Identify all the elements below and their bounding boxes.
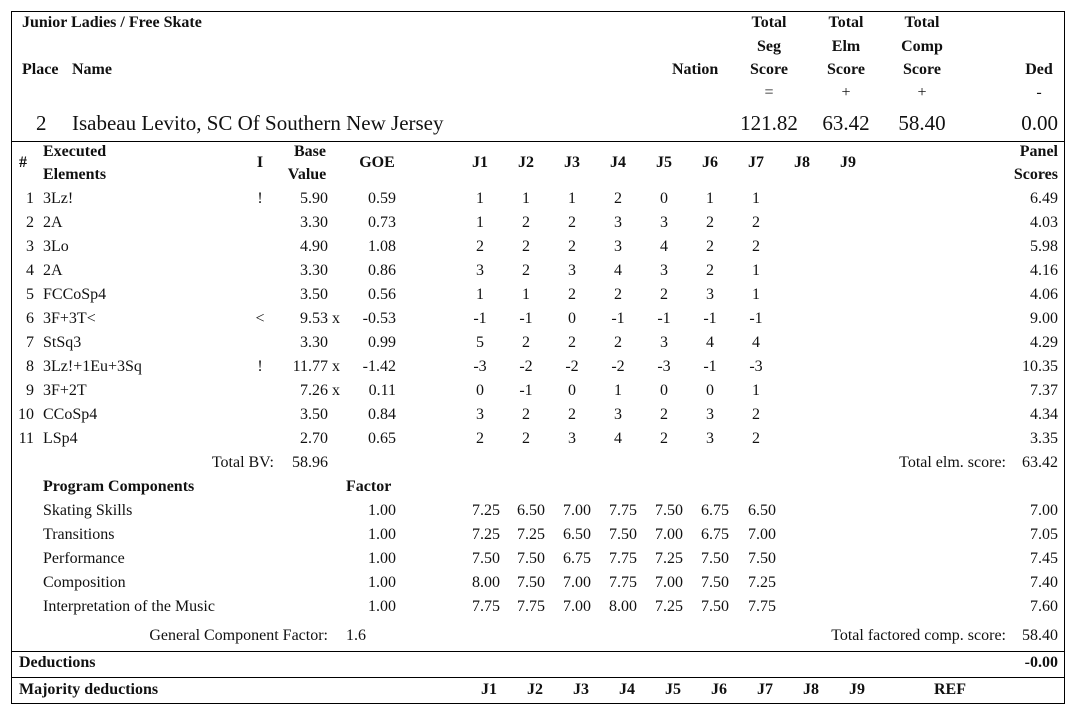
element-judge-score: -1 xyxy=(703,310,717,327)
skater-name: Isabeau Levito, SC Of Southern New Jersey xyxy=(72,111,444,135)
element-base-value: 3.30 xyxy=(300,334,328,351)
component-judge-score: 7.50 xyxy=(472,550,500,567)
total-bv-value: 58.96 xyxy=(292,454,328,471)
component-judge-score: 8.00 xyxy=(609,598,637,615)
element-judge-score: 4 xyxy=(752,334,760,351)
element-base-value: 4.90 xyxy=(300,238,328,255)
element-judge-score: 1 xyxy=(522,286,530,303)
element-name: 3F+2T xyxy=(43,382,87,399)
element-judge-score: 1 xyxy=(752,190,760,207)
element-number: 2 xyxy=(26,214,34,231)
element-base-value: 3.50 xyxy=(300,286,328,303)
component-factor: 1.00 xyxy=(368,550,396,567)
deductions-label: Deductions xyxy=(19,654,96,671)
element-base-value: 5.90 xyxy=(300,190,328,207)
element-judge-score: 0 xyxy=(660,382,668,399)
element-judge-score: -1 xyxy=(749,310,763,327)
element-panel-score: 5.98 xyxy=(1030,238,1058,255)
element-judge-score: 2 xyxy=(522,406,530,423)
element-judge-score: 2 xyxy=(706,238,714,255)
element-name: 2A xyxy=(43,214,63,231)
component-judge-score: 7.50 xyxy=(701,550,729,567)
element-judge-score: 2 xyxy=(568,286,576,303)
component-factor: 1.00 xyxy=(368,502,396,519)
element-judge-score: 3 xyxy=(660,214,668,231)
component-factor: 1.00 xyxy=(368,598,396,615)
deductions-box xyxy=(11,651,1065,678)
component-panel-score: 7.45 xyxy=(1030,550,1058,567)
deductions-value: -0.00 xyxy=(1024,654,1058,671)
element-judge-score: 2 xyxy=(614,286,622,303)
element-judge-score: 1 xyxy=(476,214,484,231)
element-panel-score: 4.34 xyxy=(1030,406,1058,423)
element-name: 3Lz! xyxy=(43,190,74,207)
component-judge-score: 7.50 xyxy=(701,574,729,591)
element-goe: 0.86 xyxy=(368,262,396,279)
element-name: CCoSp4 xyxy=(43,406,98,423)
nation-label: Nation xyxy=(672,61,719,78)
element-judge-score: 3 xyxy=(660,262,668,279)
element-judge-score: 2 xyxy=(568,238,576,255)
element-judge-score: 1 xyxy=(752,382,760,399)
component-factor: 1.00 xyxy=(368,526,396,543)
element-name: StSq3 xyxy=(43,334,82,351)
element-judge-score: 1 xyxy=(614,382,622,399)
element-judge-score: -3 xyxy=(749,358,763,375)
element-bonus-mark: x xyxy=(332,382,340,399)
element-judge-score: 3 xyxy=(476,406,484,423)
component-judge-score: 7.75 xyxy=(748,598,776,615)
component-name: Performance xyxy=(43,550,125,567)
element-judge-score: 2 xyxy=(752,430,760,447)
majority-deductions-label: Majority deductions xyxy=(19,681,159,698)
element-number: 8 xyxy=(26,358,34,375)
element-judge-score: 1 xyxy=(752,286,760,303)
component-judge-score: 7.25 xyxy=(472,526,500,543)
component-judge-score: 7.50 xyxy=(701,598,729,615)
component-judge-score: 7.75 xyxy=(609,574,637,591)
element-judge-score: 2 xyxy=(706,262,714,279)
element-judge-score: 2 xyxy=(568,406,576,423)
component-panel-score: 7.05 xyxy=(1030,526,1058,543)
element-judge-score: 0 xyxy=(476,382,484,399)
element-judge-score: -1 xyxy=(519,310,533,327)
element-judge-score: 2 xyxy=(614,334,622,351)
component-name: Interpretation of the Music xyxy=(43,598,215,615)
element-base-value: 7.26 xyxy=(300,382,328,399)
element-goe: -1.42 xyxy=(362,358,396,375)
element-judge-score: 4 xyxy=(660,238,668,255)
element-judge-score: 2 xyxy=(522,262,530,279)
element-judge-score: -1 xyxy=(703,358,717,375)
element-judge-score: 3 xyxy=(706,406,714,423)
component-judge-score: 7.25 xyxy=(655,550,683,567)
element-base-value: 3.50 xyxy=(300,406,328,423)
element-judge-score: -3 xyxy=(657,358,671,375)
element-judge-score: 2 xyxy=(522,214,530,231)
element-number: 6 xyxy=(26,310,34,327)
element-name: FCCoSp4 xyxy=(43,286,107,303)
element-judge-score: 3 xyxy=(706,430,714,447)
factor-header: Factor xyxy=(346,478,392,495)
element-goe: -0.53 xyxy=(362,310,396,327)
element-name: LSp4 xyxy=(43,430,78,447)
element-number: 3 xyxy=(26,238,34,255)
element-info: ! xyxy=(257,190,263,207)
element-judge-score: 1 xyxy=(476,286,484,303)
total-element-score: 63.42 xyxy=(822,111,870,135)
total-segment-score: 121.82 xyxy=(740,111,798,135)
element-number: 11 xyxy=(18,430,34,447)
element-judge-score: -2 xyxy=(611,358,625,375)
element-judge-score: 1 xyxy=(706,190,714,207)
element-panel-score: 9.00 xyxy=(1030,310,1058,327)
element-number: 1 xyxy=(26,190,34,207)
component-judge-score: 6.75 xyxy=(701,526,729,543)
element-judge-score: 3 xyxy=(568,262,576,279)
element-judge-score: 3 xyxy=(476,262,484,279)
total-bv-label: Total BV: xyxy=(211,454,274,471)
component-judge-score: 7.75 xyxy=(609,550,637,567)
element-judge-score: -1 xyxy=(519,382,533,399)
element-judge-score: 2 xyxy=(752,406,760,423)
component-judge-score: 7.00 xyxy=(655,526,683,543)
component-judge-score: 7.25 xyxy=(517,526,545,543)
element-judge-score: 3 xyxy=(706,286,714,303)
element-judge-score: 2 xyxy=(614,190,622,207)
component-judge-score: 7.00 xyxy=(655,574,683,591)
element-base-value: 2.70 xyxy=(300,430,328,447)
component-judge-score: 7.00 xyxy=(563,574,591,591)
element-base-value: 11.77 xyxy=(292,358,328,375)
element-name: 2A xyxy=(43,262,63,279)
element-judge-score: 0 xyxy=(568,310,576,327)
component-judge-score: 6.50 xyxy=(748,502,776,519)
component-judge-score: 7.25 xyxy=(748,574,776,591)
component-judge-score: 8.00 xyxy=(472,574,500,591)
skater-place: 2 xyxy=(36,111,47,135)
component-judge-score: 7.00 xyxy=(748,526,776,543)
element-goe: 0.11 xyxy=(368,382,396,399)
element-number: 4 xyxy=(26,262,34,279)
gcf-label: General Component Factor: xyxy=(149,627,328,644)
element-judge-score: 1 xyxy=(522,190,530,207)
element-judge-score: 3 xyxy=(568,430,576,447)
component-name: Skating Skills xyxy=(43,502,133,519)
element-judge-score: 2 xyxy=(706,214,714,231)
element-judge-score: -1 xyxy=(611,310,625,327)
element-judge-score: 3 xyxy=(614,238,622,255)
element-judge-score: 5 xyxy=(476,334,484,351)
element-bonus-mark: x xyxy=(332,310,340,327)
element-goe: 0.99 xyxy=(368,334,396,351)
component-name: Transitions xyxy=(43,526,115,543)
element-judge-score: 4 xyxy=(614,430,622,447)
element-name: 3Lo xyxy=(43,238,69,255)
element-panel-score: 7.37 xyxy=(1030,382,1058,399)
element-panel-score: 4.03 xyxy=(1030,214,1058,231)
element-judge-score: 2 xyxy=(568,214,576,231)
element-base-value: 9.53 xyxy=(300,310,328,327)
element-name: 3F+3T< xyxy=(43,310,96,327)
element-base-value: 3.30 xyxy=(300,214,328,231)
component-judge-score: 7.75 xyxy=(472,598,500,615)
component-judge-score: 7.25 xyxy=(655,598,683,615)
element-judge-score: 1 xyxy=(476,190,484,207)
place-label: Place xyxy=(22,61,59,78)
component-judge-score: 6.75 xyxy=(701,502,729,519)
element-number: 7 xyxy=(26,334,34,351)
total-component-score: 58.40 xyxy=(898,111,946,135)
component-judge-score: 7.00 xyxy=(563,502,591,519)
component-judge-score: 7.00 xyxy=(563,598,591,615)
element-panel-score: 4.06 xyxy=(1030,286,1058,303)
element-judge-score: 1 xyxy=(752,262,760,279)
element-goe: 1.08 xyxy=(368,238,396,255)
element-judge-score: 2 xyxy=(752,238,760,255)
element-judge-score: 3 xyxy=(614,214,622,231)
component-judge-score: 6.50 xyxy=(563,526,591,543)
element-name: 3Lz!+1Eu+3Sq xyxy=(43,358,142,375)
element-judge-score: 0 xyxy=(568,382,576,399)
component-panel-score: 7.00 xyxy=(1030,502,1058,519)
component-judge-score: 7.25 xyxy=(472,502,500,519)
component-name: Composition xyxy=(43,574,126,591)
element-judge-score: 2 xyxy=(522,430,530,447)
element-number: 5 xyxy=(26,286,34,303)
element-judge-score: 3 xyxy=(660,334,668,351)
component-judge-score: 7.50 xyxy=(517,574,545,591)
segment-title: Junior Ladies / Free Skate xyxy=(22,14,202,31)
element-goe: 0.65 xyxy=(368,430,396,447)
element-judge-score: 4 xyxy=(614,262,622,279)
element-judge-score: -3 xyxy=(473,358,487,375)
component-judge-score: 6.75 xyxy=(563,550,591,567)
element-judge-score: 1 xyxy=(568,190,576,207)
element-judge-score: 2 xyxy=(660,406,668,423)
component-judge-score: 7.50 xyxy=(517,550,545,567)
total-factored-comp-label: Total factored comp. score: xyxy=(831,627,1006,644)
element-number: 10 xyxy=(18,406,34,423)
element-judge-score: 2 xyxy=(568,334,576,351)
element-number: 9 xyxy=(26,382,34,399)
element-judge-score: -1 xyxy=(657,310,671,327)
element-judge-score: -2 xyxy=(565,358,579,375)
component-panel-score: 7.60 xyxy=(1030,598,1058,615)
element-goe: 0.59 xyxy=(368,190,396,207)
element-judge-score: 2 xyxy=(752,214,760,231)
element-goe: 0.56 xyxy=(368,286,396,303)
element-panel-score: 6.49 xyxy=(1030,190,1058,207)
element-goe: 0.73 xyxy=(368,214,396,231)
element-judge-score: -1 xyxy=(473,310,487,327)
component-judge-score: 6.50 xyxy=(517,502,545,519)
element-judge-score: 2 xyxy=(660,430,668,447)
element-judge-score: 4 xyxy=(706,334,714,351)
name-label: Name xyxy=(72,61,112,78)
element-judge-score: 0 xyxy=(706,382,714,399)
component-factor: 1.00 xyxy=(368,574,396,591)
element-info: ! xyxy=(257,358,263,375)
element-bonus-mark: x xyxy=(332,358,340,375)
gcf-value: 1.6 xyxy=(346,627,366,644)
element-judge-score: -2 xyxy=(519,358,533,375)
program-components-title: Program Components xyxy=(43,478,195,495)
component-judge-score: 7.50 xyxy=(609,526,637,543)
total-elm-score-label: Total elm. score: xyxy=(899,454,1006,471)
element-panel-score: 10.35 xyxy=(1022,358,1058,375)
element-goe: 0.84 xyxy=(368,406,396,423)
element-panel-score: 4.29 xyxy=(1030,334,1058,351)
component-judge-score: 7.75 xyxy=(609,502,637,519)
element-judge-score: 2 xyxy=(476,430,484,447)
component-judge-score: 7.50 xyxy=(655,502,683,519)
component-panel-score: 7.40 xyxy=(1030,574,1058,591)
component-judge-score: 7.50 xyxy=(748,550,776,567)
element-panel-score: 3.35 xyxy=(1030,430,1058,447)
element-judge-score: 2 xyxy=(522,238,530,255)
element-judge-score: 0 xyxy=(660,190,668,207)
component-judge-score: 7.75 xyxy=(517,598,545,615)
element-judge-score: 2 xyxy=(522,334,530,351)
total-elm-score-value: 63.42 xyxy=(1022,454,1058,471)
element-base-value: 3.30 xyxy=(300,262,328,279)
element-judge-score: 2 xyxy=(476,238,484,255)
total-factored-comp-value: 58.40 xyxy=(1022,627,1058,644)
element-info: < xyxy=(255,310,265,327)
element-judge-score: 3 xyxy=(614,406,622,423)
element-judge-score: 2 xyxy=(660,286,668,303)
total-deductions: 0.00 xyxy=(1021,111,1058,135)
element-panel-score: 4.16 xyxy=(1030,262,1058,279)
